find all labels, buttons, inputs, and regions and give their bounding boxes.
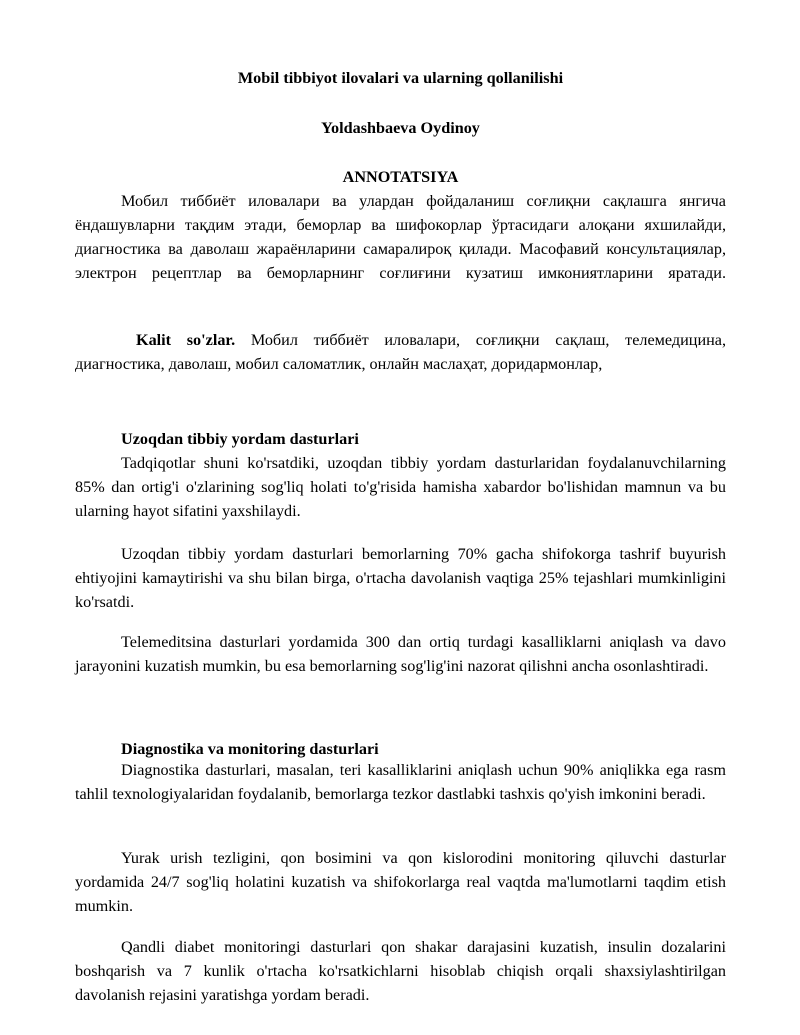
keywords-text: Мобил тиббиёт иловалари, соғлиқни сақлаш, телемедицина, диагностика, даволаш, мобил саломатлик, онлайн маслаҳат, доридармонлар,: [75, 331, 727, 373]
section-heading-remote-care: Uzoqdan tibbiy yordam dasturlari: [121, 430, 359, 448]
body-paragraph: Yurak urish tezligini, qon bosimini va qon kislorodini monitoring qiluvchi dasturlar yordamida 24/7 sog'liq holatini kuzatish va shifokorlarga real vaqtda ma'lumotlarni taqdim etish mumkin.: [75, 849, 726, 915]
keywords-paragraph: [75, 328, 726, 376]
document-title: Mobil tibbiyot ilovalari va ularning qollanilishi: [237, 69, 564, 87]
annotation-heading: ANNOTATSIYA: [342, 168, 459, 186]
author-name: Yoldashbaeva Oydinoy: [321, 119, 480, 137]
body-paragraph: Qandli diabet monitoringi dasturlari qon shakar darajasini kuzatish, insulin dozalarini boshqarish va 7 kunlik o'rtacha ko'rsatkichlarni hisoblab chiqish orqali shaxsiylashtirilgan davolanish rejasini yaratishga yordam beradi.: [75, 938, 726, 1004]
body-paragraph: Uzoqdan tibbiy yordam dasturlari bemorlarning 70% gacha shifokorga tashrif buyurish ehtiyojini kamaytirishi va shu bilan birga, o'rtacha davolanish vaqtiga 25% tejashlari mumkinligini ko'rsatdi.: [75, 545, 726, 611]
body-paragraph: Telemeditsina dasturlari yordamida 300 dan ortiq turdagi kasalliklarni aniqlash va davo jarayonini kuzatish mumkin, bu esa bemorlarning sog'lig'ini nazorat qilishni ancha osonlashtiradi.: [75, 633, 726, 675]
annotation-paragraph: Мобил тиббиёт иловалари ва улардан фойдаланиш соғлиқни сақлашга янгича ёндашувларни тақдим этади, беморлар ва шифокорлар ўртасидаги алоқани яхшилайди, диагностика ва даволаш жараёнларини самаралироқ қилади. Масофавий консультациялар, электрон рецептлар ва беморларнинг соғлиғини кузатиш имкониятларини яратади.: [75, 192, 726, 282]
keywords-label: Kalit so'zlar.: [136, 331, 236, 349]
body-paragraph: Tadqiqotlar shuni ko'rsatdiki, uzoqdan tibbiy yordam dasturlaridan foydalanuvchilarning 85% dan ortig'i o'zlarining sog'liq holati to'g'risida hamisha xabardor bo'lishidan mamnun va bu ularning hayot sifatini yaxshilaydi.: [75, 454, 726, 520]
section-heading-diagnostics: Diagnostika va monitoring dasturlari: [121, 740, 379, 758]
body-paragraph: Diagnostika dasturlari, masalan, teri kasalliklarini aniqlash uchun 90% aniqlikka ega rasm tahlil texnologiyalaridan foydalanib, bemorlarga tezkor dastlabki tashxis qo'yish imkonini beradi.: [75, 761, 726, 803]
